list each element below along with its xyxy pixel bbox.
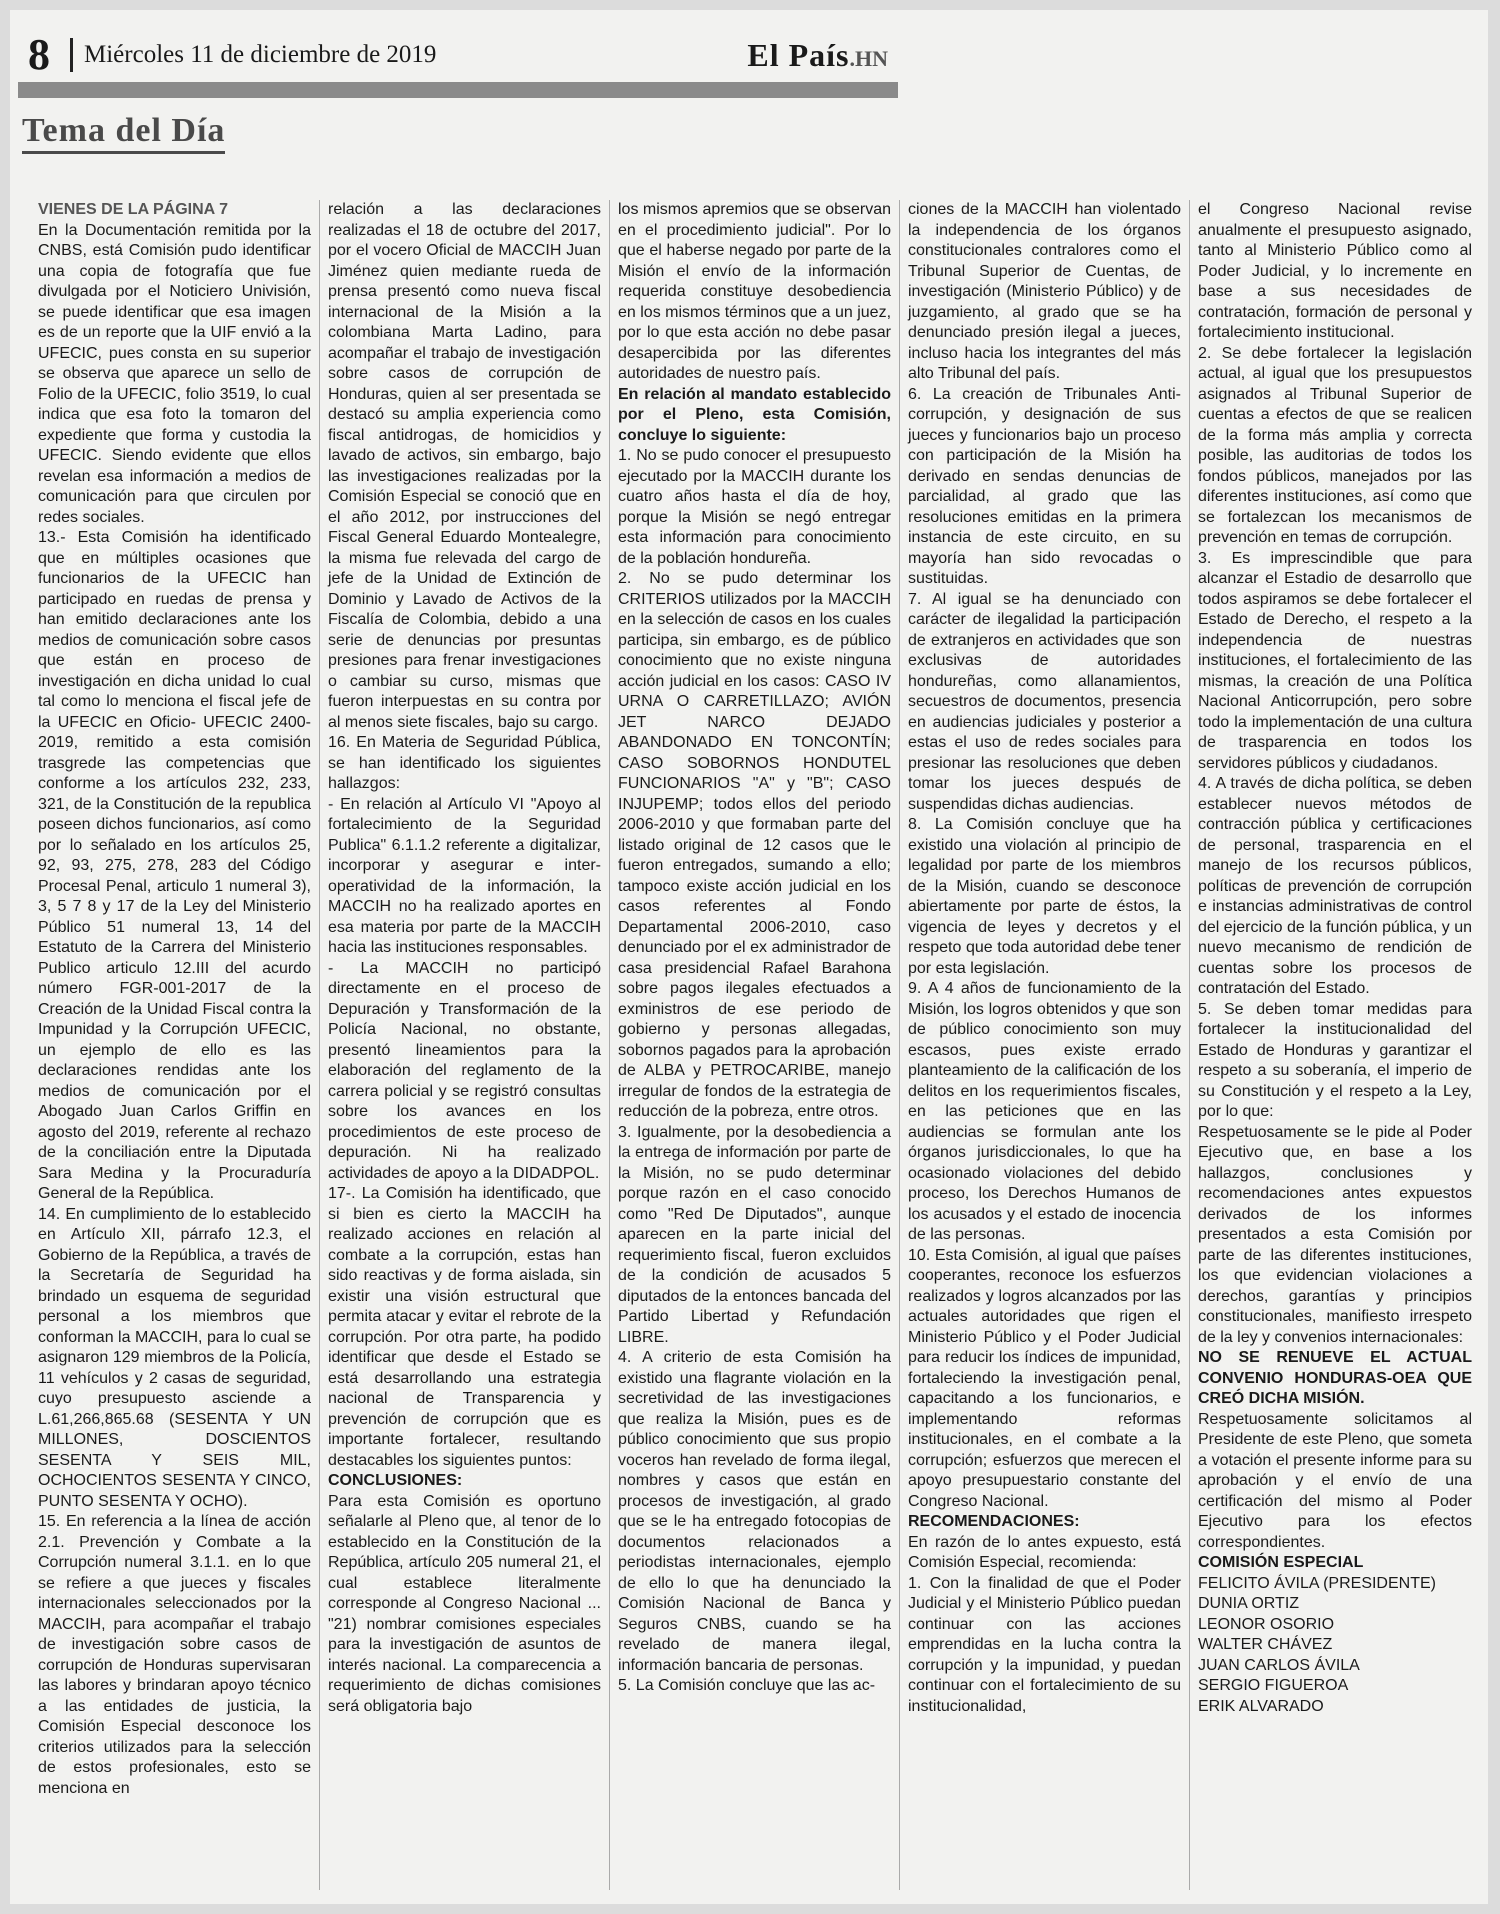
subheading: RECOMENDACIONES:	[908, 1513, 1080, 1530]
page-number: 8	[28, 30, 50, 79]
paragraph: 1. Con la finalidad de que el Poder Judicial y el Ministerio Público puedan continuar con las acciones emprendidas en la lucha contra la corrupción y la impunidad, y puedan continuar con el fortalecimiento de su institucionalidad,	[908, 1574, 1181, 1715]
paragraph: SERGIO FIGUEROA	[1198, 1677, 1349, 1694]
paragraph: 14. En cumplimiento de lo establecido en Artículo XII, párrafo 12.3, el Gobierno de la República, a través de la Secretaría de Seguridad ha brindado un esquema de seguridad personal a los miembros que conforman la MACCIH, para lo cual se asignaron 129 miembros de la Policía, 11 vehículos y 2 casas de seguridad, cuyo presupuesto asciende a L.61,266,865.68 (SESENTA Y UN MILLONES, DOSCIENTOS SESENTA Y SEIS MIL, OCHOCIENTOS SESENTA Y CINCO, PUNTO SESENTA Y OCHO).	[38, 1205, 311, 1510]
paragraph: En razón de lo antes expuesto, está Comisión Especial, recomienda:	[908, 1533, 1181, 1571]
article-column	[900, 200, 1190, 1890]
paragraph: WALTER CHÁVEZ	[1198, 1636, 1333, 1653]
brand-name: El País	[747, 37, 850, 73]
article-column	[1190, 200, 1480, 1890]
paragraph: 8. La Comisión concluye que ha existido una violación al principio de legalidad por parte de los miembros de la Misión, cuando se desconoce abiertamente por parte de éstos, la vigencia de leyes y decretos y el respeto que toda autoridad debe tener por esta legislación.	[908, 816, 1181, 977]
paragraph: - La MACCIH no participó directamente en el proceso de Depuración y Transformación de la Policía Nacional, no obstante, presentó lineamientos para la elaboración del reglamento de la carrera policial y se registró consultas sobre los avances en los procedimientos de este proceso de depuración. Ni ha realizado actividades de apoyo a la DIDADPOL.	[328, 959, 601, 1182]
paragraph: Respetuosamente se le pide al Poder Ejecutivo que, en base a los hallazgos, conclusiones y recomendaciones antes expuestos derivados de los informes presentados a esta Comisión por parte de las diferentes instituciones, los que evidencian violaciones a derechos, garantías y principios constitucionales, manifiesto irrespeto de la ley y convenios internacionales:	[1198, 1123, 1472, 1346]
paragraph: 5. Se deben tomar medidas para fortalecer la institucionalidad del Estado de Honduras y garantizar el respeto a su soberanía, el imperio de su Constitución y el respeto a la Ley, por lo que:	[1198, 1000, 1472, 1120]
masthead-separator	[70, 38, 73, 72]
paragraph: Respetuosamente solicitamos al Presidente de este Pleno, que someta a votación el presente informe para su aprobación y el envío de una certificación del mismo al Poder Ejecutivo para los efectos correspondientes.	[1198, 1410, 1472, 1551]
paragraph: 2. No se pudo determinar los CRITERIOS utilizados por la MACCIH en la selección de casos en los cuales participa, sin embargo, es de público conocimiento que no existe ninguna acción judicial en los casos: CASO IV URNA O CARRETILLAZO; AVIÓN JET NARCO DEJADO ABANDONADO EN TONCONTÍN; CASO SOBORNOS HONDUTEL FUNCIONARIOS "A" y "B"; CASO INJUPEMP; todos ellos del periodo 2006-2010 y que formaban parte del listado original de 12 casos que le fueron entregados, sumando a ello; tampoco existe acción judicial en los casos referentes al Fondo Departamental 2006-2010, caso denunciado por el ex administrador de casa presidencial Rafael Barahona sobre pagos ilegales efectuados a exministros de ese periodo de gobierno y personas allegadas, sobornos pagados para la aprobación de ALBA y PETROCARIBE, manejo irregular de fondos de la estrategia de reducción de la pobreza, entre otros.	[618, 570, 891, 1120]
paragraph: Para esta Comisión es oportuno señalarle al Pleno que, al tenor de lo establecido en la Constitución de la República, artículo 205 numeral 21, el cual establece literalmente corresponde al Congreso Nacional ... "21) nombrar comisiones especiales para la investigación de asuntos de interés nacional. La comparecencia a requerimiento de dichas comisiones será obligatoria bajo	[328, 1492, 601, 1715]
paragraph: 6. La creación de Tribunales Anti-corrupción, y designación de sus jueces y funcionarios bajo un proceso con participación de la Misión ha derivado en sendas denuncias de parcialidad, al grado que las resoluciones emitidas en la primera instancia de este circuito, en su mayoría han sido revocadas o sustituidas.	[908, 385, 1181, 587]
paragraph: 13.- Esta Comisión ha identificado que en múltiples ocasiones que funcionarios de la UFECIC han participado en ruedas de prensa y han emitido declaraciones ante los medios de comunicación sobre casos que están en proceso de investigación en dicha unidad lo cual tal como lo menciona el fiscal jefe de la UFECIC en Oficio- UFECIC 2400-2019, remitido a esta comisión trasgrede las competencias que conforme a los artículos 232, 233, 321, de la Constitución de la republica poseen dichos funcionarios, así como por lo señalado en los artículos 25, 92, 93, 275, 278, 283 del Código Procesal Penal, articulo 1 numeral 3), 3, 5 7 8 y 17 de la Ley del Ministerio Público 51 numeral 13, 14 del Estatuto de la Carrera del Ministerio Publico articulo 12.III del acurdo número FGR-001-2017 de la Creación de la Unidad Fiscal contra la Impunidad y la Corrupción UFECIC, un ejemplo de ello es las declaraciones rendidas ante los medios de comunicación por el Abogado Juan Carlos Griffin en agosto del 2019, referente al rechazo de la conciliación entre la Diputada Sara Medina y la Procuraduría General de la República.	[38, 529, 311, 1202]
section-title: Tema del Día	[22, 112, 226, 149]
paragraph: LEONOR OSORIO	[1198, 1615, 1335, 1633]
paragraph: 4. A criterio de esta Comisión ha existido una flagrante violación en la secretividad de las investigaciones que realiza la Misión, pues es de público conocimiento que sus propio voceros han revelado de forma ilegal, nombres y casos que están en procesos de investigación, al grado que se le ha entregado fotocopias de documentos relacionados a periodistas internacionales, ejemplo de ello lo que ha denunciado la Comisión Nacional de Banca y Seguros CNBS, cuando se ha revelado de manera ilegal, información bancaria de personas.	[618, 1349, 891, 1674]
paragraph: 2. Se debe fortalecer la legislación actual, al igual que los presupuestos asignados al Tribunal Superior de cuentas a efectos de que se realicen de la forma más amplia y correcta posible, las auditorias de todos los fondos públicos, manejados por las diferentes instituciones, así como que se fortalezcan los mecanismos de prevención en temas de corrupción.	[1198, 344, 1472, 546]
paragraph: 9. A 4 años de funcionamiento de la Misión, los logros obtenidos y que son de público conocimiento son muy escasos, pues existe errado planteamiento de la calificación de los delitos en los requerimientos fiscales, en las peticiones que en las audiencias se formulan ante los órganos jurisdiccionales, lo que ha ocasionado violaciones del debido proceso, los Derechos Humanos de los acusados y el estado de inocencia de las personas.	[908, 980, 1181, 1243]
newspaper-page	[10, 10, 1488, 1904]
header-rule	[18, 82, 898, 98]
paragraph: - En relación al Artículo VI "Apoyo al fortalecimiento de la Seguridad Publica" 6.1.1.2 referente a digitalizar, incorporar y asegurar e inter-operatividad de la información, la MACCIH no ha realizado aportes en esa materia por parte de la MACCIH hacia las instituciones responsables.	[328, 795, 601, 956]
paragraph: 5. La Comisión concluye que las ac-	[618, 1677, 876, 1694]
paragraph: 3. Es imprescindible que para alcanzar el Estadio de desarrollo que todos aspiramos se debe fortalecer el Estado de Derecho, el respeto a la independencia de nuestras instituciones, el fortalecimiento de las mismas, la creación de una Política Nacional Anticorrupción, pero sobre todo la implementación de una cultura de trasparencia en todos los servidores públicos y ciudadanos.	[1198, 549, 1472, 772]
masthead	[18, 28, 898, 82]
kicker: VIENES DE LA PÁGINA 7	[38, 201, 228, 218]
paragraph: los mismos apremios que se observan en el procedimiento judicial". Por lo que el haberse negado por parte de la Misión el envío de la información requerida constituye desobediencia en los mismos términos que a un juez, por lo que esta acción no debe pasar desapercibida por las diferentes autoridades de nuestro país.	[618, 201, 892, 382]
subheading: CONCLUSIONES:	[328, 1472, 463, 1489]
paragraph: En la Documentación remitida por la CNBS, está Comisión pudo identificar una copia de fotografía que fue divulgada por el Noticiero Univisión, se puede identificar que esa imagen es de un reporte que la UIF envió a la UFECIC, pues consta en su superior se observa que aparece un sello de Folio de la UFECIC, folio 3519, lo cual indica que esa foto la tomaron del expediente que forma y custodia la UFECIC. Siendo evidente que ellos revelan esa información a medios de comunicación para que circulen por redes sociales.	[38, 221, 311, 526]
paragraph: ciones de la MACCIH han violentado la independencia de los órganos constitucionales contralores como el Tribunal Superior de Cuentas, de investigación (Ministerio Público) y de juzgamiento, al grado que se ha denunciado presión ilegal a jueces, incluso hacia los integrantes del más alto Tribunal del país.	[908, 201, 1181, 382]
article-column	[30, 200, 320, 1890]
brand-suffix: .HN	[849, 46, 888, 71]
paragraph: 15. En referencia a la línea de acción 2.1. Prevención y Combate a la Corrupción numeral 3.1.1. en lo que se refiere a que jueces y fiscales internacionales seleccionados por la MACCIH, para acompañar el trabajo de investigación sobre casos de corrupción de Honduras supervisaran las labores y brindaran apoyo técnico a las entidades de justicia, la Comisión Especial desconoce los criterios utilizados para la selección de estos profesionales, esto se menciona en	[38, 1513, 311, 1797]
paragraph: JUAN CARLOS ÁVILA	[1198, 1656, 1360, 1674]
newspaper-logo	[747, 28, 888, 86]
article-body	[30, 200, 1480, 1890]
paragraph: ERIK ALVARADO	[1198, 1697, 1324, 1715]
paragraph: 1. No se pudo conocer el presupuesto ejecutado por la MACCIH durante los cuatro años hasta el día de hoy, porque la Misión se negó entregar esta información para conocimiento de la población hondureña.	[618, 447, 891, 567]
article-column	[610, 200, 900, 1890]
paragraph: DUNIA ORTIZ	[1198, 1595, 1300, 1612]
paragraph: 10. Esta Comisión, al igual que países cooperantes, reconoce los esfuerzos realizados y logros alcanzados por las actuales autoridades que rigen el Ministerio Público y el Poder Judicial para reducir los índices de impunidad, fortaleciendo la investigación penal, capacitando a los funcionarios, e implementando reformas institucionales, en el combate a la corrupción; esfuerzos que merecen el apoyo presupuestario constante del Congreso Nacional.	[908, 1246, 1181, 1510]
article-column	[320, 200, 610, 1890]
adjacent-page-bleed	[902, 50, 1488, 200]
paragraph: 16. En Materia de Seguridad Pública, se han identificado los siguientes hallazgos:	[328, 734, 601, 792]
paragraph: 17-. La Comisión ha identificado, que si bien es cierto la MACCIH ha realizado acciones en relación al combate a la corrupción, estas han sido reactivas y de forma aislada, sin existir una visión estructural que permita atacar y evitar el rebrote de la corrupción. Por otra parte, ha podido identificar que desde el Estado se está desarrollando una estrategia nacional de Transparencia y prevención de corrupción que es importante fortalecer, resultando destacables los siguientes puntos:	[328, 1185, 601, 1469]
issue-date: Miércoles 11 de diciembre de 2019	[84, 41, 437, 68]
paragraph: el Congreso Nacional revise anualmente el presupuesto asignado, tanto al Ministerio Público como al Poder Judicial, y lo incremente en base a sus necesidades de contratación, formación de personal y fortalecimiento institucional.	[1198, 201, 1472, 341]
paragraph: 7. Al igual se ha denunciado con carácter de ilegalidad la participación de extranjeros en actividades que son exclusivas de autoridades hondureñas, como allanamientos, secuestros de documentos, presencia en audiencias judiciales y posterior a estas el uso de redes sociales para presionar las resoluciones que deben tomar los jueces después de suspendidas dichas audiencias.	[908, 590, 1181, 813]
subheading: En relación al mandato establecido por el Pleno, esta Comisión, concluye lo siguiente:	[618, 385, 891, 444]
subheading: NO SE RENUEVE EL ACTUAL CONVENIO HONDURAS-OEA QUE CREÓ DICHA MISIÓN.	[1198, 1349, 1472, 1407]
paragraph: FELICITO ÁVILA (PRESIDENTE)	[1198, 1574, 1436, 1592]
paragraph: 4. A través de dicha política, se deben establecer nuevos métodos de contracción pública y certificaciones de personal, trasparencia en el manejo de los recursos públicos, políticas de prevención de corrupción e instancias administrativas de control del ejercicio de la función pública, y un nuevo mecanismo de rendición de cuentas sobre los procesos de contratación del Estado.	[1198, 775, 1472, 997]
subheading: COMISIÓN ESPECIAL	[1198, 1554, 1364, 1571]
paragraph: relación a las declaraciones realizadas el 18 de octubre del 2017, por el vocero Oficial de MACCIH Juan Jiménez quien mediante rueda de prensa presentó como nueva fiscal internacional de la Misión a la colombiana Marta Ladino, para acompañar el trabajo de investigación sobre casos de corrupción de Honduras, quien al ser presentada se destacó su amplia experiencia como fiscal antidrogas, de homicidios y lavado de activos, sin embargo, bajo las investigaciones realizadas por la Comisión Especial se conoció que en el año 2012, por instrucciones del Fiscal General Eduardo Montealegre, la misma fue relevada del cargo de jefe de la Unidad de Extinción de Dominio y Lavado de Activos de la Fiscalía de Colombia, debido a una serie de denuncias por presuntas presiones para frenar investigaciones o cambiar su curso, mismas que fueron interpuestas en su contra por al menos siete fiscales, bajo su cargo.	[328, 201, 601, 731]
paragraph: 3. Igualmente, por la desobediencia a la entrega de información por parte de la Misión, no se pudo determinar porque razón en el caso conocido como "Red De Diputados", aunque aparecen en la parte inicial del requerimiento fiscal, fueron excluidos de la condición de acusados 5 diputados de la entonces bancada del Partido Libertad y Refundación LIBRE.	[618, 1123, 891, 1346]
